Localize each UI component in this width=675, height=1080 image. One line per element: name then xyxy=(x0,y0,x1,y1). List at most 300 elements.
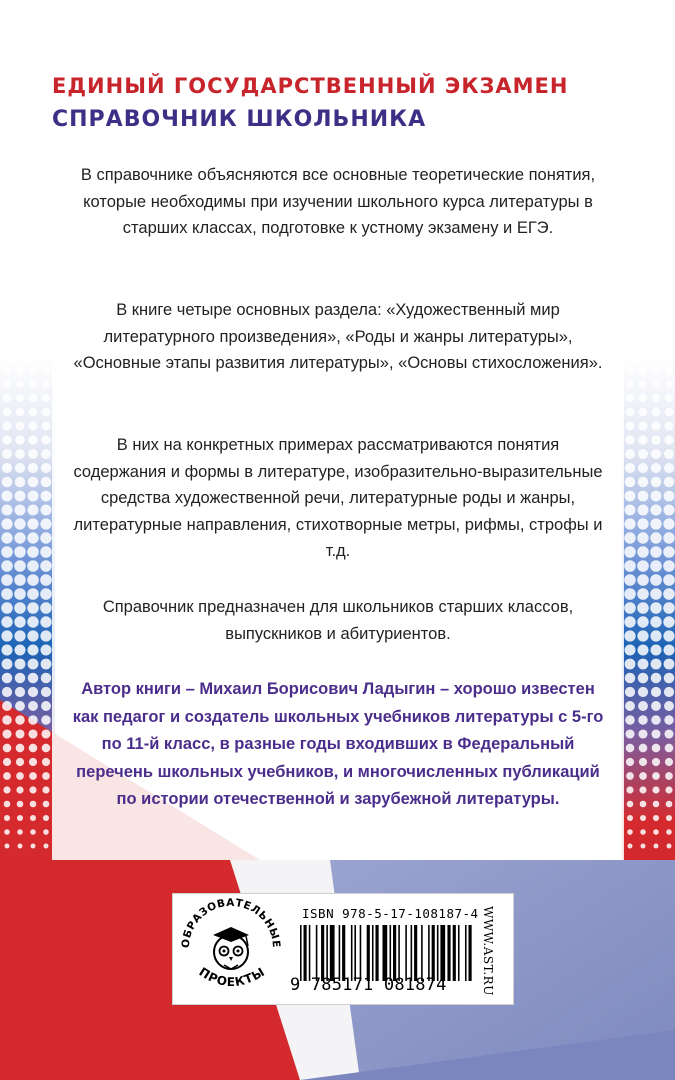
halftone-dot xyxy=(652,380,660,388)
halftone-dot xyxy=(14,560,26,572)
halftone-dot xyxy=(654,844,659,849)
halftone-dot xyxy=(638,701,648,711)
halftone-dot xyxy=(16,744,25,753)
halftone-dot xyxy=(28,673,39,684)
barcode-bar xyxy=(453,925,456,981)
halftone-dot xyxy=(640,801,647,808)
halftone-dot xyxy=(15,687,25,697)
halftone-dot xyxy=(651,729,660,738)
halftone-dot xyxy=(29,394,37,402)
halftone-dot xyxy=(651,659,662,670)
barcode-bar xyxy=(468,925,471,981)
halftone-dot xyxy=(3,366,10,373)
halftone-dot xyxy=(28,463,38,473)
halftone-dot xyxy=(27,504,38,515)
halftone-dot xyxy=(652,366,659,373)
owl-mascot-icon xyxy=(213,927,249,969)
sections-paragraph: В книге четыре основных раздела: «Художественный мир литературного произведения», «Роды и жанры литературы», «Основные этапы развития литературы», «Основы стихосложения». xyxy=(73,301,603,372)
halftone-dot xyxy=(637,588,649,600)
audience-paragraph: Справочник предназначен для школьников старших классов, выпускников и абитуриентов. xyxy=(102,598,574,643)
halftone-dot xyxy=(4,325,10,331)
halftone-dot xyxy=(27,518,38,529)
barcode-bar xyxy=(390,925,392,981)
halftone-dot xyxy=(15,463,25,473)
halftone-dot xyxy=(43,353,50,360)
halftone-dot xyxy=(17,325,23,331)
halftone-dot xyxy=(666,353,673,360)
halftone-dot xyxy=(42,772,50,780)
halftone-dot xyxy=(27,630,38,641)
halftone-dot xyxy=(27,616,38,627)
halftone-dot xyxy=(4,801,11,808)
halftone-dot xyxy=(624,574,636,586)
halftone-dot xyxy=(3,408,12,417)
halftone-dot xyxy=(639,786,646,793)
halftone-dot xyxy=(1,602,13,614)
halftone-dot xyxy=(626,758,634,766)
halftone-dot xyxy=(29,744,38,753)
halftone-dot xyxy=(1,532,12,543)
halftone-dot xyxy=(650,616,661,627)
halftone-dot xyxy=(666,339,672,345)
halftone-dot xyxy=(664,435,674,445)
halftone-dot xyxy=(3,394,11,402)
barcode-bar xyxy=(382,925,387,981)
halftone-dot xyxy=(663,532,674,543)
halftone-dot xyxy=(641,312,646,317)
barcode-bar xyxy=(367,925,370,981)
halftone-dot xyxy=(627,801,634,808)
barcode-bar xyxy=(351,925,353,981)
halftone-dot xyxy=(15,421,24,430)
halftone-dot xyxy=(626,744,635,753)
halftone-dot xyxy=(638,435,648,445)
halftone-dot xyxy=(30,801,37,808)
halftone-dot xyxy=(3,744,12,753)
halftone-dot xyxy=(16,394,24,402)
halftone-dot xyxy=(650,518,661,529)
halftone-dot xyxy=(638,659,649,670)
halftone-dot xyxy=(652,394,660,402)
halftone-dot xyxy=(1,588,13,600)
halftone-dot xyxy=(27,644,38,655)
halftone-dot xyxy=(15,673,26,684)
halftone-dot xyxy=(4,829,10,835)
halftone-dot xyxy=(16,786,23,793)
halftone-dot xyxy=(17,353,24,360)
halftone-dot xyxy=(2,659,13,670)
halftone-dot xyxy=(627,325,633,331)
halftone-dot xyxy=(650,546,662,558)
halftone-dot xyxy=(40,630,51,641)
halftone-dot xyxy=(14,644,25,655)
halftone-dot xyxy=(1,574,13,586)
halftone-dot xyxy=(640,829,646,835)
halftone-dot xyxy=(664,463,674,473)
halftone-dot xyxy=(639,408,648,417)
halftone-dot xyxy=(2,687,12,697)
halftone-dot xyxy=(44,844,49,849)
halftone-dot xyxy=(664,673,675,684)
halftone-dot xyxy=(4,353,11,360)
halftone-dot xyxy=(664,729,673,738)
halftone-dot xyxy=(5,312,10,317)
halftone-dot xyxy=(1,560,13,572)
halftone-dot xyxy=(14,574,26,586)
halftone-dot xyxy=(625,687,635,697)
halftone-dot xyxy=(14,588,26,600)
halftone-dot xyxy=(638,421,647,430)
halftone-dot xyxy=(639,366,646,373)
halftone-dot xyxy=(16,366,23,373)
halftone-dot xyxy=(2,477,13,488)
halftone-dot xyxy=(27,546,39,558)
halftone-dot xyxy=(27,602,39,614)
halftone-dot xyxy=(626,394,634,402)
halftone-dot xyxy=(666,325,672,331)
halftone-dot xyxy=(639,772,647,780)
halftone-dot xyxy=(2,449,12,459)
halftone-dot xyxy=(665,744,674,753)
halftone-dot xyxy=(667,844,672,849)
halftone-dot xyxy=(637,504,648,515)
halftone-dot xyxy=(1,644,12,655)
halftone-dot xyxy=(41,491,52,502)
halftone-dot xyxy=(651,715,661,725)
description-paragraph: В справочнике объясняются все основные теоретические понятия, которые необходимы при изучении школьного курса литературы в старших классах, подготовке к устному экзамену и ЕГЭ. xyxy=(80,166,596,237)
halftone-dot xyxy=(651,449,661,459)
halftone-dot xyxy=(663,602,675,614)
halftone-dot xyxy=(1,630,12,641)
halftone-dot xyxy=(665,366,672,373)
halftone-dot xyxy=(651,435,661,445)
barcode-bar xyxy=(437,925,439,981)
halftone-dot xyxy=(650,630,661,641)
publisher-logo xyxy=(176,897,286,999)
barcode-bar xyxy=(375,925,378,981)
halftone-dot xyxy=(28,435,38,445)
halftone-dot xyxy=(28,729,37,738)
halftone-dot xyxy=(28,659,39,670)
halftone-dot xyxy=(663,644,674,655)
halftone-dot xyxy=(638,687,648,697)
halftone-dot xyxy=(640,353,647,360)
halftone-dot xyxy=(637,518,648,529)
halftone-dot xyxy=(44,312,49,317)
halftone-dot xyxy=(651,687,661,697)
halftone-dot xyxy=(18,844,23,849)
halftone-dot xyxy=(626,772,634,780)
halftone-dot xyxy=(651,463,661,473)
halftone-dot xyxy=(40,560,52,572)
halftone-dot xyxy=(624,546,636,558)
barcode-bar xyxy=(458,925,460,981)
halftone-dot xyxy=(665,786,672,793)
halftone-dot xyxy=(665,380,673,388)
halftone-dot xyxy=(28,687,38,697)
halftone-dot xyxy=(4,339,10,345)
halftone-dot xyxy=(639,758,647,766)
halftone-dot xyxy=(29,408,38,417)
halftone-dot xyxy=(2,463,12,473)
halftone-dot xyxy=(666,801,673,808)
halftone-dot xyxy=(664,491,675,502)
halftone-dot xyxy=(664,701,674,711)
halftone-dot xyxy=(43,815,49,821)
halftone-dot xyxy=(29,772,37,780)
halftone-dot xyxy=(665,758,673,766)
halftone-dot xyxy=(638,673,649,684)
halftone-dot xyxy=(624,588,636,600)
halftone-dot xyxy=(1,504,12,515)
halftone-dot xyxy=(28,701,38,711)
halftone-dot xyxy=(625,659,636,670)
halftone-dot xyxy=(665,394,673,402)
halftone-dot xyxy=(626,380,634,388)
barcode-bar xyxy=(316,925,318,981)
halftone-dot xyxy=(1,518,12,529)
halftone-dot xyxy=(667,298,671,302)
halftone-dot xyxy=(40,644,51,655)
halftone-dot xyxy=(653,353,660,360)
halftone-dot xyxy=(3,758,11,766)
halftone-dot xyxy=(41,477,52,488)
halftone-dot xyxy=(650,560,662,572)
halftone-dot xyxy=(40,616,51,627)
halftone-dot xyxy=(41,729,50,738)
halftone-dot xyxy=(665,408,674,417)
halftone-dot xyxy=(638,463,648,473)
barcode-bar xyxy=(321,925,324,981)
halftone-dot xyxy=(17,829,23,835)
halftone-dot xyxy=(626,786,633,793)
halftone-dot xyxy=(640,339,646,345)
halftone-dot xyxy=(663,616,674,627)
halftone-dot xyxy=(654,298,658,302)
halftone-dot xyxy=(42,380,50,388)
halftone-dot xyxy=(2,421,11,430)
barcode-bar xyxy=(304,925,307,981)
halftone-dot xyxy=(637,560,649,572)
halftone-dot xyxy=(43,801,50,808)
halftone-dot xyxy=(2,729,11,738)
halftone-dot xyxy=(31,312,36,317)
barcode-bar xyxy=(393,925,396,981)
halftone-dot xyxy=(625,463,635,473)
halftone-dot xyxy=(17,815,23,821)
barcode-bar xyxy=(421,925,423,981)
halftone-dot xyxy=(40,574,52,586)
halftone-dot xyxy=(16,408,25,417)
barcode-bar xyxy=(440,925,445,981)
halftone-dot xyxy=(650,574,662,586)
halftone-dot xyxy=(663,546,675,558)
halftone-dot xyxy=(625,491,636,502)
halftone-dot xyxy=(41,687,51,697)
halftone-dot xyxy=(637,644,648,655)
barcode-bar xyxy=(326,925,328,981)
halftone-dot xyxy=(28,477,39,488)
halftone-dot xyxy=(31,298,35,302)
halftone-dot xyxy=(30,353,37,360)
halftone-dot xyxy=(628,312,633,317)
halftone-dot xyxy=(15,715,25,725)
halftone-dot xyxy=(42,394,50,402)
halftone-dot xyxy=(44,298,48,302)
barcode-bar xyxy=(372,925,374,981)
halftone-dot xyxy=(16,758,24,766)
halftone-dot xyxy=(639,744,648,753)
halftone-dot xyxy=(41,659,52,670)
halftone-dot xyxy=(41,673,52,684)
halftone-dot xyxy=(625,477,636,488)
halftone-dot xyxy=(637,602,649,614)
halftone-dot xyxy=(625,701,635,711)
halftone-dot xyxy=(14,602,26,614)
halftone-dot xyxy=(666,829,672,835)
halftone-dot xyxy=(667,312,672,317)
halftone-dot xyxy=(627,829,633,835)
halftone-dot xyxy=(663,630,674,641)
halftone-dot xyxy=(651,491,662,502)
halftone-dot xyxy=(41,463,51,473)
halftone-dot xyxy=(15,477,26,488)
halftone-dot xyxy=(29,758,37,766)
halftone-dot xyxy=(15,449,25,459)
halftone-dot xyxy=(637,574,649,586)
halftone-dot xyxy=(624,518,635,529)
halftone-dot xyxy=(29,366,36,373)
logo-text-bottom: ПРОЕКТЫ xyxy=(196,964,268,990)
halftone-dot xyxy=(664,687,674,697)
halftone-dot xyxy=(627,815,633,821)
contents-paragraph: В них на конкретных примерах рассматриваются понятия содержания и формы в литературе, изобразительно-выразительные средства художественной речи, литературные роды и жанры, литературные направления, стихотворные метры, рифмы, строфы и т.д. xyxy=(73,436,603,560)
halftone-dot xyxy=(639,394,647,402)
halftone-dot xyxy=(653,325,659,331)
halftone-dot xyxy=(4,815,10,821)
halftone-dot xyxy=(663,560,675,572)
halftone-dot xyxy=(40,588,52,600)
halftone-dot xyxy=(15,435,25,445)
halftone-dot xyxy=(28,715,38,725)
halftone-dot xyxy=(14,630,25,641)
halftone-dot xyxy=(663,518,674,529)
halftone-dot xyxy=(652,408,661,417)
barcode-icon xyxy=(300,925,472,981)
halftone-dot xyxy=(624,630,635,641)
halftone-dot xyxy=(43,339,49,345)
halftone-dot xyxy=(664,659,675,670)
halftone-dot xyxy=(638,729,647,738)
halftone-dot xyxy=(41,435,51,445)
halftone-dot xyxy=(652,772,660,780)
halftone-dot xyxy=(650,504,661,515)
halftone-dot xyxy=(1,616,12,627)
halftone-dot xyxy=(29,380,37,388)
barcode-bar xyxy=(432,925,435,981)
barcode-bar xyxy=(354,925,356,981)
halftone-dot xyxy=(42,786,49,793)
halftone-dot xyxy=(14,546,26,558)
barcode-bar xyxy=(405,925,407,981)
barcode-bar xyxy=(342,925,345,981)
halftone-dot xyxy=(15,659,26,670)
halftone-dot xyxy=(640,815,646,821)
halftone-dot xyxy=(42,758,50,766)
barcode-bar xyxy=(447,925,450,981)
halftone-dot xyxy=(625,435,635,445)
halftone-dot xyxy=(638,477,649,488)
halftone-dot xyxy=(40,602,52,614)
halftone-dot xyxy=(30,815,36,821)
halftone-dot xyxy=(664,449,674,459)
halftone-dot xyxy=(30,339,36,345)
halftone-dot xyxy=(18,312,23,317)
halftone-dot xyxy=(30,829,36,835)
halftone-dot xyxy=(17,801,24,808)
halftone-dot xyxy=(31,844,36,849)
halftone-dot xyxy=(18,298,22,302)
barcode-bar xyxy=(330,925,335,981)
halftone-dot xyxy=(663,504,674,515)
barcode-bar xyxy=(465,925,467,981)
halftone-dot xyxy=(17,339,23,345)
halftone-dot xyxy=(651,701,661,711)
halftone-dot xyxy=(624,504,635,515)
halftone-dot xyxy=(624,532,635,543)
halftone-dot xyxy=(628,298,632,302)
halftone-dot xyxy=(650,532,661,543)
halftone-dot xyxy=(41,421,50,430)
halftone-dot xyxy=(637,630,648,641)
halftone-dot xyxy=(40,504,51,515)
halftone-dot xyxy=(625,715,635,725)
halftone-dot xyxy=(28,491,39,502)
exam-title: ЕДИНЫЙ ГОСУДАРСТВЕННЫЙ ЭКЗАМЕН xyxy=(52,74,569,98)
barcode-bar xyxy=(309,925,311,981)
halftone-dot xyxy=(625,729,634,738)
halftone-dot xyxy=(650,644,661,655)
halftone-dot xyxy=(627,339,633,345)
halftone-dot xyxy=(639,380,647,388)
halftone-dot xyxy=(2,715,12,725)
halftone-dot xyxy=(27,574,39,586)
halftone-dot xyxy=(14,504,25,515)
barcode-digits: 9 785171 081874 xyxy=(290,975,447,995)
halftone-dot xyxy=(1,546,13,558)
halftone-dot xyxy=(2,673,13,684)
halftone-dot xyxy=(15,491,26,502)
halftone-dot xyxy=(666,815,672,821)
barcode-bar xyxy=(428,925,430,981)
halftone-dot xyxy=(43,829,49,835)
halftone-dot xyxy=(40,518,51,529)
halftone-dot xyxy=(41,715,51,725)
halftone-dot xyxy=(653,339,659,345)
halftone-dot xyxy=(641,844,646,849)
halftone-dot xyxy=(664,421,673,430)
halftone-dot xyxy=(651,421,660,430)
halftone-dot xyxy=(40,546,52,558)
halftone-dot xyxy=(2,491,13,502)
halftone-dot xyxy=(625,673,636,684)
halftone-dot xyxy=(650,602,662,614)
halftone-dot xyxy=(638,715,648,725)
barcode-bar xyxy=(398,925,400,981)
halftone-dot xyxy=(14,616,25,627)
halftone-dot xyxy=(624,644,635,655)
halftone-dot xyxy=(5,298,9,302)
